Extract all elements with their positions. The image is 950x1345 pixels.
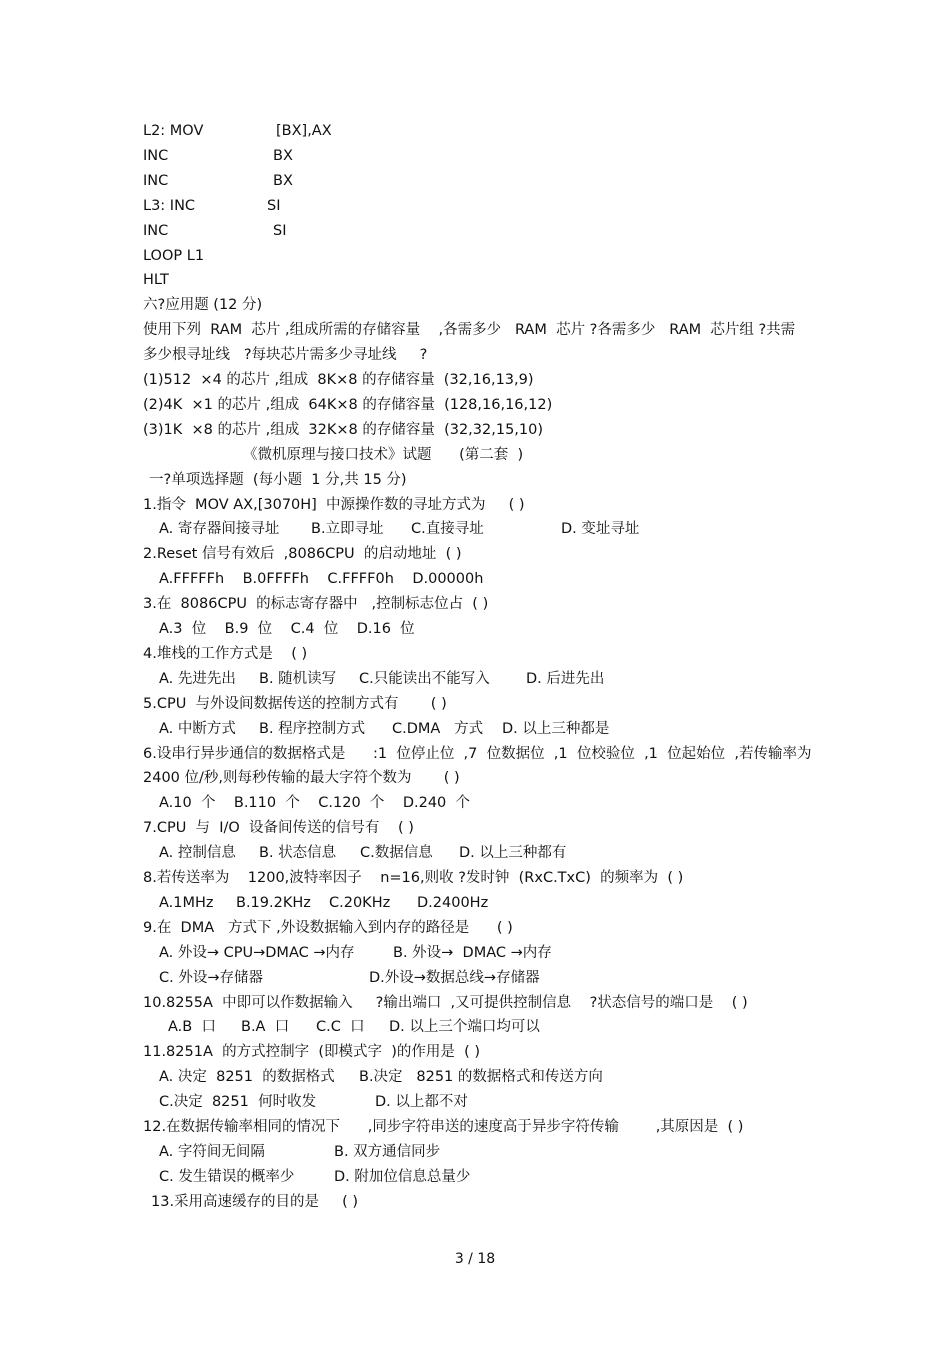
code-line [143, 146, 293, 166]
option: A. 寄存器间接寻址 [159, 521, 280, 538]
section-desc: 多少根寻址线 ?每块芯片需多少寻址线 ? [143, 347, 428, 364]
option: C.直接寻址 [411, 521, 484, 538]
option: A. 控制信息 [159, 845, 236, 862]
option: A.1MHz [159, 894, 214, 911]
option: C.20KHz [329, 894, 391, 911]
code-operand: BX [273, 147, 293, 164]
option: A.B 口 [168, 1019, 216, 1036]
option: A. 字符间无间隔 [159, 1143, 265, 1160]
exam-title: 《微机原理与接口技术》试题 (第二套 ) [243, 446, 524, 463]
option: D.2400Hz [417, 894, 489, 911]
question-stem: 8.若传送率为 1200,波特率因子 n=16,则收 ?发时钟 (RxC.TxC) 的频率为 ( ) [143, 870, 684, 886]
option: D. 附加位信息总量少 [334, 1168, 471, 1185]
question-stem: 11.8251A 的方式控制字 (即模式字 )的作用是 ( ) [143, 1044, 480, 1061]
code-line [143, 270, 169, 290]
option: D. 后进先出 [526, 670, 605, 687]
section-title: 六?应用题 (12 分) [143, 297, 263, 314]
code-operand: SI [267, 197, 281, 214]
section-item: (2)4K ×1 的芯片 ,组成 64K×8 的存储容量 (128,16,16,12) [143, 396, 553, 413]
code-line [143, 121, 332, 141]
option: B. 程序控制方式 [259, 720, 366, 737]
option: B. 外设→ DMAC →内存 [393, 944, 552, 961]
code-label: INC [143, 222, 169, 239]
option: C.决定 8251 何时收发 [159, 1094, 317, 1111]
part-title: 一?单项选择题 (每小题 1 分,共 15 分) [149, 471, 407, 488]
option: A.3 位 B.9 位 C.4 位 D.16 位 [159, 621, 415, 637]
option: C.C 口 [316, 1019, 365, 1036]
question-stem: 9.在 DMA 方式下 ,外设数据输入到内存的路径是 ( ) [143, 919, 513, 936]
option: B.A 口 [241, 1019, 290, 1036]
question-stem: 7.CPU 与 I/O 设备间传送的信号有 ( ) [143, 820, 414, 837]
question-stem: 10.8255A 中即可以作数据输入 ?输出端口 ,又可提供控制信息 ?状态信号的端口是 ( ) [143, 994, 748, 1011]
question-stem: 12.在数据传输率相同的情况下 ,同步字符串送的速度高于异步字符传输 ,其原因是 ( ) [143, 1119, 744, 1135]
option: B. 双方通信同步 [334, 1143, 441, 1160]
option: C.DMA 方式 [392, 720, 484, 737]
section-item: (1)512 ×4 的芯片 ,组成 8K×8 的存储容量 (32,16,13,9) [143, 372, 534, 388]
option: B. 随机读写 [259, 670, 337, 687]
code-operand: BX [273, 172, 293, 189]
question-stem: 1.指令 MOV AX,[3070H] 中源操作数的寻址方式为 ( ) [143, 496, 525, 513]
question-stem: 4.堆栈的工作方式是 ( ) [143, 645, 308, 662]
code-line [143, 221, 287, 241]
option: D. 以上三种都有 [459, 845, 567, 862]
option: A.FFFFFh B.0FFFFh C.FFFF0h D.00000h [159, 571, 484, 588]
code-label: INC [143, 147, 169, 164]
question-stem-cont: 2400 位/秒,则每秒传输的最大字符个数为 ( ) [143, 770, 460, 787]
option: A. 中断方式 [159, 720, 236, 737]
option: B. 状态信息 [259, 845, 337, 862]
question-stem: 5.CPU 与外设间数据传送的控制方式有 ( ) [143, 695, 447, 712]
option: D. 变址寻址 [561, 521, 640, 538]
code-label: HLT [143, 272, 169, 289]
page-number: 3 / 18 [454, 1251, 496, 1267]
option: D. 以上三个端口均可以 [389, 1019, 540, 1036]
option: B.决定 8251 的数据格式和传送方向 [359, 1069, 603, 1086]
code-operand: [BX],AX [276, 123, 332, 139]
option: A. 决定 8251 的数据格式 [159, 1069, 335, 1086]
question-stem: 2.Reset 信号有效后 ,8086CPU 的启动地址 ( ) [143, 546, 462, 563]
option: B.19.2KHz [236, 894, 311, 911]
code-line [143, 196, 281, 216]
option: A.10 个 B.110 个 C.120 个 D.240 个 [159, 795, 470, 812]
code-operand: SI [273, 222, 287, 239]
section-item: (3)1K ×8 的芯片 ,组成 32K×8 的存储容量 (32,32,15,10) [143, 421, 544, 438]
question-stem: 6.设串行异步通信的数据格式是 :1 位停止位 ,7 位数据位 ,1 位校验位 ,1 位起始位 ,若传输率为 [143, 745, 812, 762]
option: C.只能读出不能写入 [359, 670, 490, 687]
option: C. 外设→存储器 [159, 969, 263, 986]
code-label: INC [143, 172, 169, 189]
code-label: LOOP L1 [143, 247, 205, 264]
option: B.立即寻址 [311, 521, 384, 538]
option: A. 先进先出 [159, 670, 236, 687]
code-label: L2: MOV [143, 123, 204, 139]
option: C.数据信息 [360, 845, 433, 862]
code-label: L3: INC [143, 197, 196, 214]
option: C. 发生错误的概率少 [159, 1168, 295, 1185]
section-desc: 使用下列 RAM 芯片 ,组成所需的存储容量 ,各需多少 RAM 芯片 ?各需多少 RAM 芯片组 ?共需 [143, 322, 796, 339]
code-line [143, 246, 204, 266]
option: A. 外设→ CPU→DMAC →内存 [159, 944, 355, 961]
question-stem: 13.采用高速缓存的目的是 ( ) [151, 1193, 359, 1210]
code-line [143, 171, 293, 191]
option: D. 以上三种都是 [502, 720, 610, 737]
option: D.外设→数据总线→存储器 [369, 969, 540, 986]
option: D. 以上都不对 [375, 1094, 468, 1111]
question-stem: 3.在 8086CPU 的标志寄存器中 ,控制标志位占 ( ) [143, 596, 489, 613]
